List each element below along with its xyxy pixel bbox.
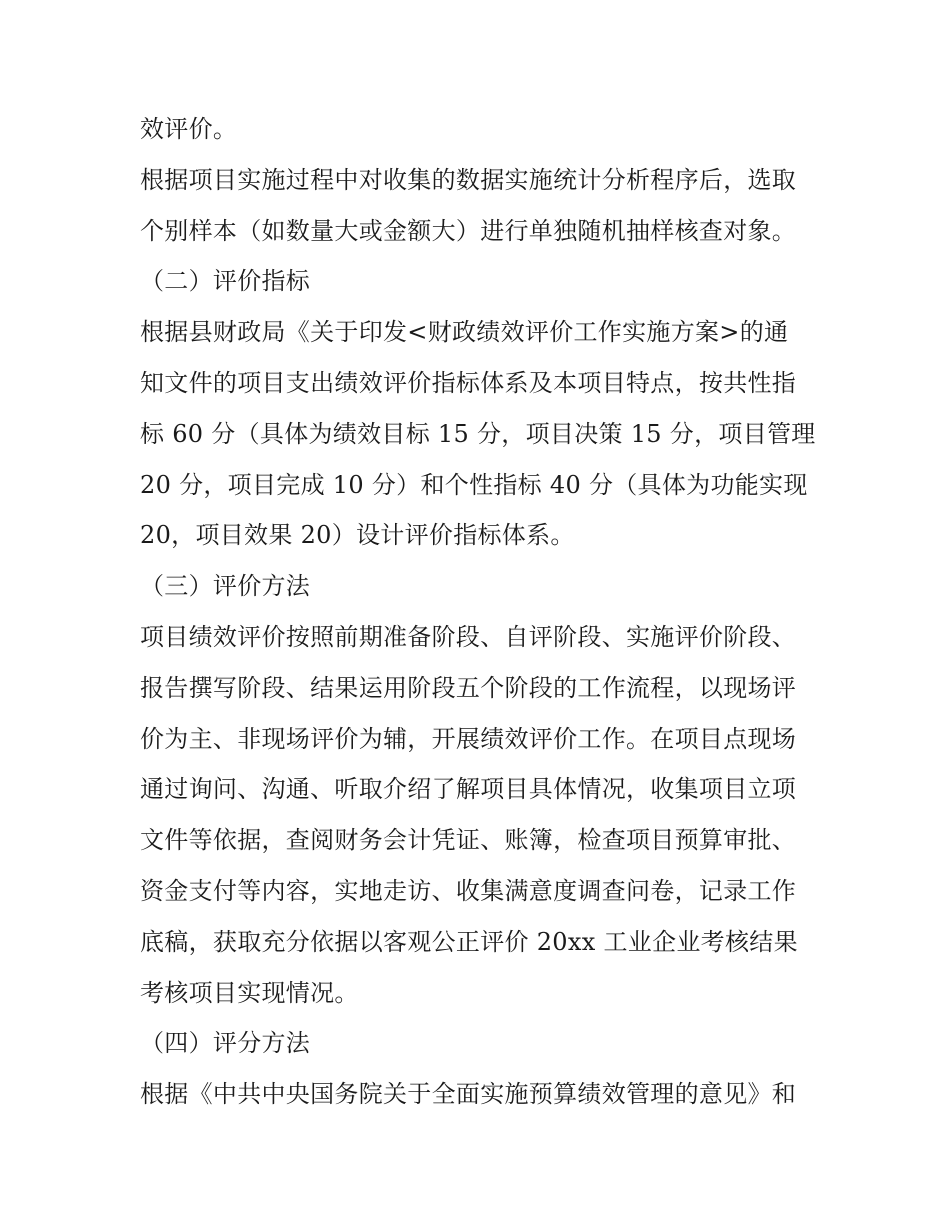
text-line: 考核项目实现情况。 (140, 978, 359, 1007)
text-line: 项目绩效评价按照前期准备阶段、自评阶段、实施评价阶段、 (140, 622, 797, 651)
text-line: 价为主、非现场评价为辅，开展绩效评价工作。在项目点现场 (140, 724, 797, 753)
text-line: 个别样本（如数量大或金额大）进行单独随机抽样核查对象。 (140, 216, 797, 245)
text-line: 效评价。 (140, 115, 238, 143)
text-line: 标 60 分（具体为绩效目标 15 分，项目决策 15 分，项目管理 (140, 419, 816, 448)
text-line: 20 分，项目完成 10 分）和个性指标 40 分（具体为功能实现 (140, 470, 808, 499)
text-line: 资金支付等内容，实地走访、收集满意度调查问卷，记录工作 (140, 876, 797, 905)
text-line: 根据《中共中央国务院关于全面实施预算绩效管理的意见》和 (140, 1080, 797, 1109)
document-body (140, 104, 830, 1120)
text-line: 通过询问、沟通、听取介绍了解项目具体情况，收集项目立项 (140, 775, 797, 804)
text-line: 知文件的项目支出绩效评价指标体系及本项目特点，按共性指 (140, 368, 797, 397)
text-line: 根据县财政局《关于印发<财政绩效评价工作实施方案>的通 (140, 318, 789, 347)
section-heading: （三）评价方法 (140, 572, 311, 601)
text-line: 20，项目效果 20）设计评价指标体系。 (140, 521, 575, 550)
section-heading: （二）评价指标 (140, 267, 311, 296)
section-heading: （四）评分方法 (140, 1029, 311, 1058)
text-line: 底稿，获取充分依据以客观公正评价 20xx 工业企业考核结果 (140, 927, 798, 956)
text-line: 文件等依据，查阅财务会计凭证、账簿，检查项目预算审批、 (140, 826, 797, 855)
text-line: 根据项目实施过程中对收集的数据实施统计分析程序后，选取 (140, 165, 797, 194)
text-line: 报告撰写阶段、结果运用阶段五个阶段的工作流程，以现场评 (140, 673, 797, 702)
